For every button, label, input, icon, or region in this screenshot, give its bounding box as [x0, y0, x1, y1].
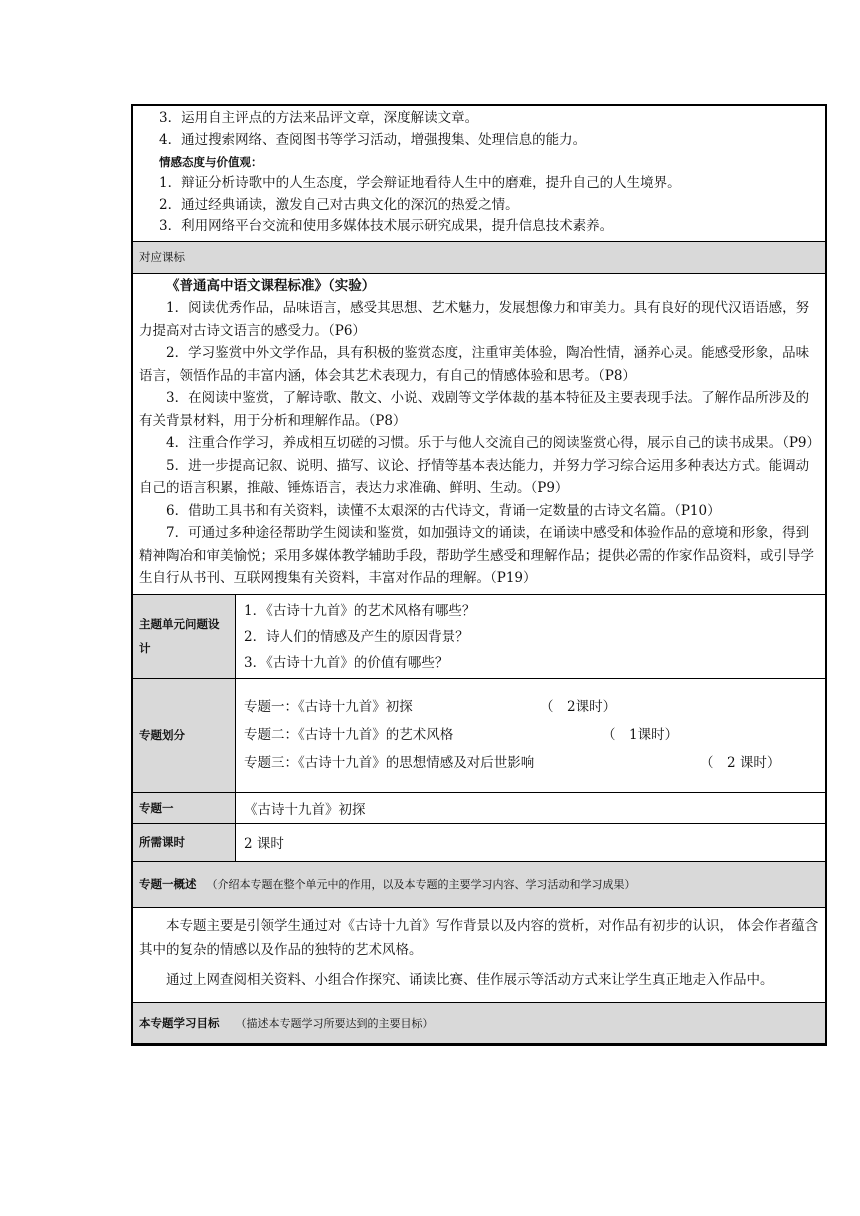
hours-value-cell	[236, 824, 825, 861]
overview-label: 专题一概述	[139, 877, 197, 891]
topic-one-value-cell	[236, 793, 825, 823]
overview-paragraph: 本专题主要是引领学生通过对《古诗十九首》写作背景以及内容的赏析，对作品有初步的认识， 体会作者蕴含其中的复杂的情感以及作品的独特的艺术风格。	[139, 917, 819, 958]
hours-label: 所需课时	[139, 835, 185, 849]
standard-item: 4．注重合作学习，养成相互切磋的习惯。乐于与他人交流自己的阅读鉴赏心得，展示自己的读书成果。（P9）	[166, 435, 821, 451]
topic-item	[244, 695, 825, 723]
overview-body	[133, 908, 825, 1003]
topic-name: 专题三：《古诗十九首》的思想情感及对后世影响	[244, 754, 535, 771]
attitude-line: 3．利用网络平台交流和使用多媒体技术展示研究成果，提升信息技术素养。	[159, 218, 614, 234]
topic-name: 专题二：《古诗十九首》的艺术风格	[244, 726, 454, 743]
topic-hours: （ 2课时）	[540, 698, 617, 715]
attitude-heading: 情感态度与价值观：	[159, 155, 263, 169]
topics-list	[236, 679, 825, 792]
topic-one-label-cell	[133, 793, 236, 823]
goals-continuation-section	[133, 106, 825, 242]
goals-header	[133, 1003, 825, 1043]
questions-row	[133, 595, 825, 679]
standard-item: 3．在阅读中鉴赏，了解诗歌、散文、小说、戏剧等文学体裁的基本特征及主要表现手法。了解作品所涉及的有关背景材料，用于分析和理解作品。（P8）	[139, 390, 810, 429]
topics-row	[133, 679, 825, 793]
standard-item: 2．学习鉴赏中外文学作品，具有积极的鉴赏态度，注重审美体验，陶冶性情，涵养心灵。能感受形象，品味语言，领悟作品的丰富内涵，体会其艺术表现力，有自己的情感体验和思考。（P8）	[139, 345, 810, 384]
overview-hint: （介绍本专题在整个单元中的作用，以及本专题的主要学习内容、学习活动和学习成果）	[206, 878, 636, 891]
topics-label-cell	[133, 679, 236, 792]
topic-item	[244, 751, 825, 779]
topic-one-label: 专题一	[139, 800, 174, 815]
standard-item: 1．阅读优秀作品，品味语言，感受其思想、艺术魅力，发展想像力和审美力。具有良好的现代汉语语感，努力提高对古诗文语言的感受力。（P6）	[139, 300, 810, 339]
question-item: 3．《古诗十九首》的价值有哪些？	[244, 654, 449, 671]
standards-header-label: 对应课标	[139, 250, 185, 264]
topics-label: 专题划分	[139, 728, 185, 742]
question-item: 2．诗人们的情感及产生的原因背景？	[244, 628, 469, 645]
overview-header	[133, 862, 825, 908]
topic-hours: （ 2 课时）	[700, 754, 781, 771]
standards-body	[133, 274, 825, 595]
standards-header	[133, 242, 825, 274]
topic-item	[244, 723, 825, 751]
hours-label-cell	[133, 824, 236, 861]
goals-label: 本专题学习目标	[139, 1015, 220, 1030]
topic-name: 专题一：《古诗十九首》初探	[244, 698, 413, 715]
questions-label: 主题单元问题设计	[139, 617, 220, 655]
topic-one-row	[133, 793, 825, 824]
lesson-plan-table	[131, 104, 827, 1046]
hours-value: 2 课时	[244, 836, 284, 852]
attitude-line: 1．辩证分析诗歌中的人生态度，学会辩证地看待人生中的磨难，提升自己的人生境界。	[159, 175, 681, 191]
topic-one-value: 《古诗十九首》初探	[244, 801, 366, 818]
questions-label-cell	[133, 595, 236, 678]
hours-row	[133, 824, 825, 862]
standards-title: 《普通高中语文课程标准》（实验）	[166, 277, 376, 294]
topic-hours: （ 1课时）	[602, 726, 679, 743]
standard-item: 5．进一步提高记叙、说明、描写、议论、抒情等基本表达能力，并努力学习综合运用多种表达方式。能调动自己的语言积累，推敲、锤炼语言，表达力求准确、鲜明、生动。（P9）	[139, 457, 810, 496]
overview-paragraph: 通过上网查阅相关资料、小组合作探究、诵读比赛、佳作展示等活动方式来让学生真正地走入作品中。	[166, 971, 774, 988]
goal-line: 3．运用自主评点的方法来品评文章，深度解读文章。	[159, 110, 479, 126]
question-item: 1．《古诗十九首》的艺术风格有哪些？	[244, 602, 476, 619]
standard-item: 7．可通过多种途径帮助学生阅读和鉴赏，如加强诗文的诵读，在诵读中感受和体验作品的意境和形象，得到精神陶冶和审美愉悦；采用多媒体教学辅助手段，帮助学生感受和理解作品；提供必需的作家作品资料，或引导学生自行从书刊、互联网搜集有关资料，丰富对作品的理解。（P19）	[139, 525, 814, 586]
standard-item: 6．借助工具书和有关资料，读懂不太艰深的古代诗文，背诵一定数量的古诗文名篇。（P10）	[166, 502, 721, 519]
goal-line: 4．通过搜索网络、查阅图书等学习活动，增强搜集、处理信息的能力。	[159, 131, 587, 148]
attitude-line: 2．通过经典诵读，激发自己对古典文化的深沉的热爱之情。	[159, 196, 519, 213]
questions-list	[236, 595, 825, 678]
goals-hint: （描述本专题学习所要达到的主要目标）	[235, 1016, 434, 1030]
